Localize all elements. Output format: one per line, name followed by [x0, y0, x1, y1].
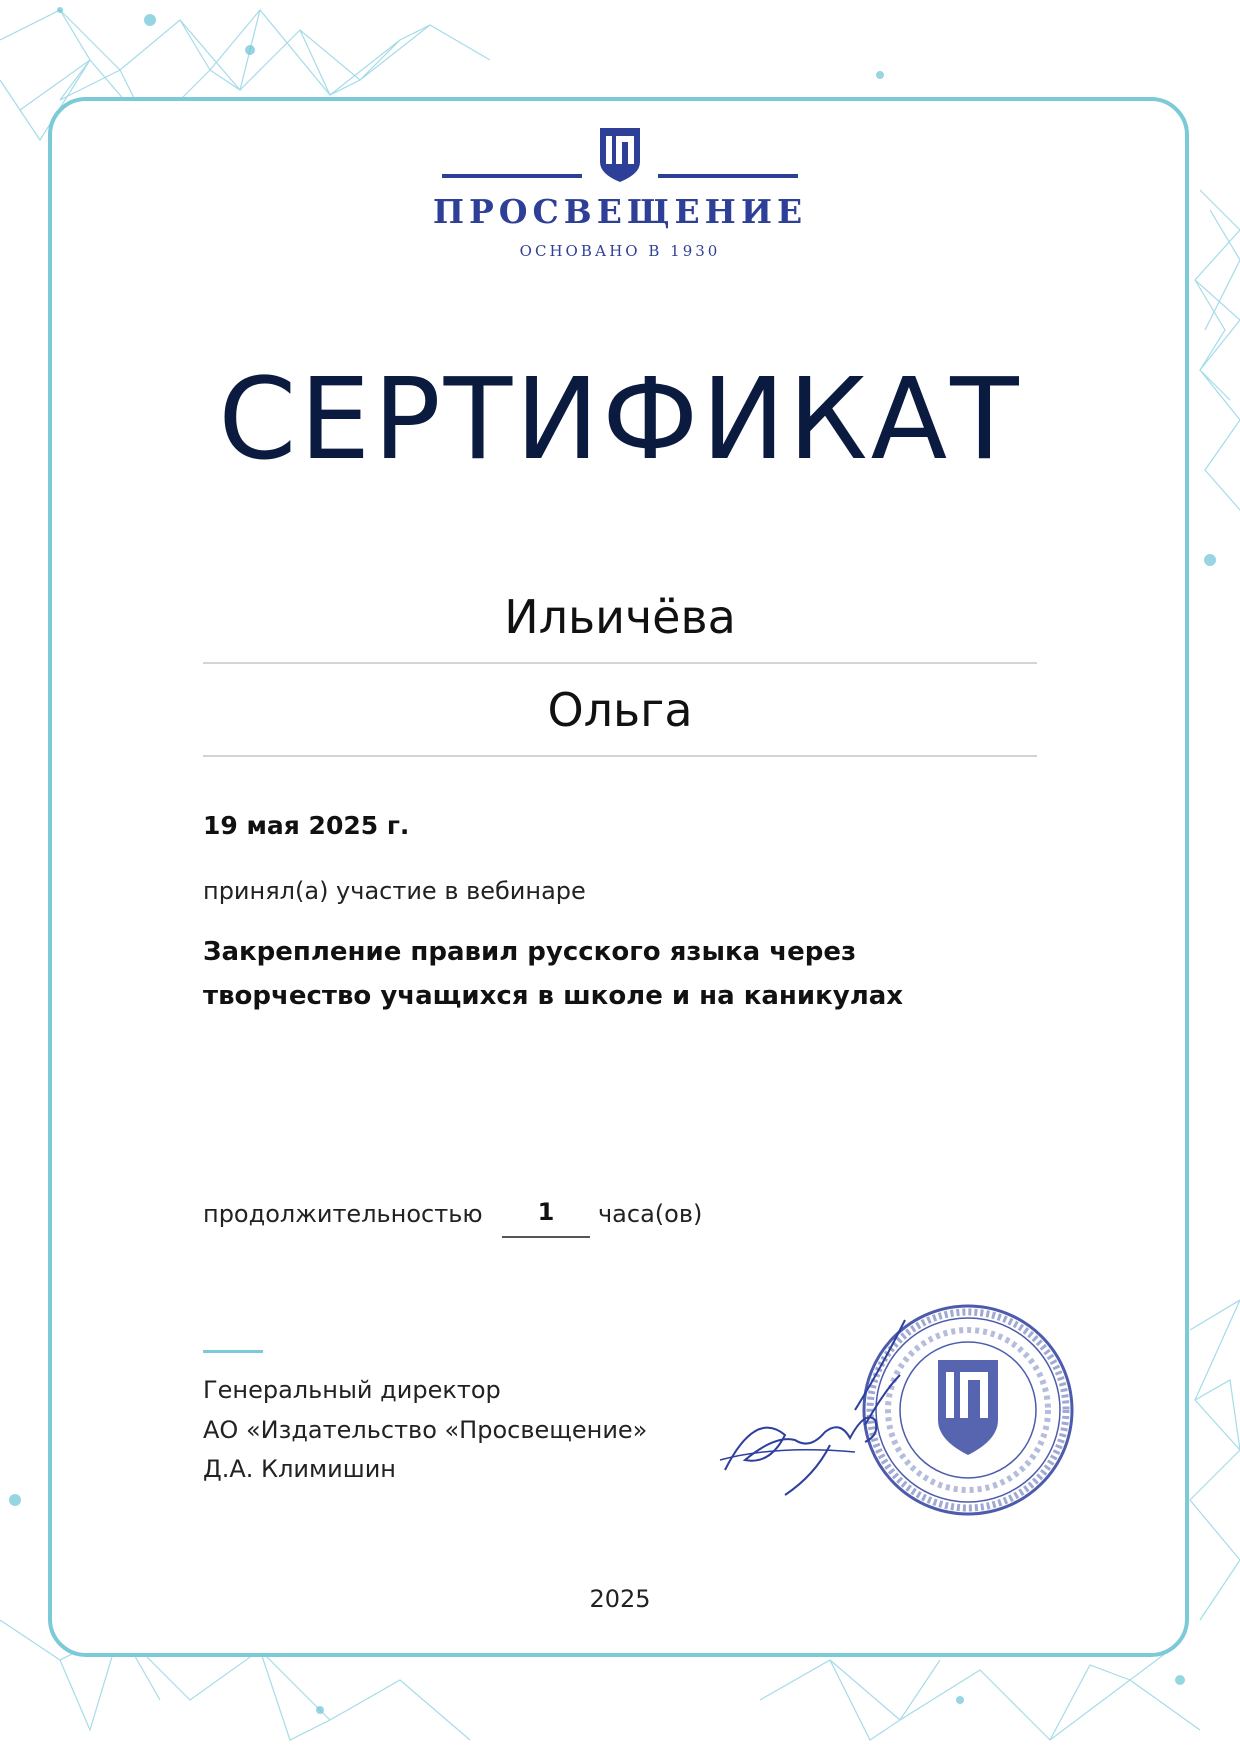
webinar-title: [203, 930, 983, 1018]
event-date: 19 мая 2025 г.: [203, 811, 410, 840]
duration-suffix: часа(ов): [598, 1200, 703, 1228]
surname: Ильичёва: [504, 590, 736, 644]
first-name-underline: [203, 755, 1037, 757]
signature-accent-line: [203, 1350, 263, 1353]
signatory-organization: АО «Издательство «Просвещение»: [203, 1416, 648, 1444]
signatory-position: Генеральный директор: [203, 1376, 501, 1404]
duration-prefix: продолжительностью: [203, 1200, 483, 1228]
webinar-title-line-2: творчество учащихся в школе и на каникулах: [203, 981, 904, 1011]
duration-value: 1: [537, 1198, 555, 1226]
prosveshchenie-shield-icon: [440, 126, 800, 186]
certificate-title: СЕРТИФИКАТ: [218, 355, 1022, 485]
webinar-title-line-1: Закрепление правил русского языка через: [203, 937, 857, 967]
surname-underline: [203, 662, 1037, 664]
duration-underline: [502, 1236, 590, 1238]
first-name: Ольга: [547, 683, 693, 737]
organization-seal-stamp: [858, 1300, 1078, 1520]
brand-name: ПРОСВЕЩЕНИЕ: [432, 192, 808, 231]
signatory-name: Д.А. Климишин: [203, 1455, 396, 1483]
certificate-year: 2025: [589, 1585, 651, 1613]
brand-subtitle: ОСНОВАНО В 1930: [519, 242, 721, 260]
participation-text: принял(а) участие в вебинаре: [203, 877, 586, 905]
